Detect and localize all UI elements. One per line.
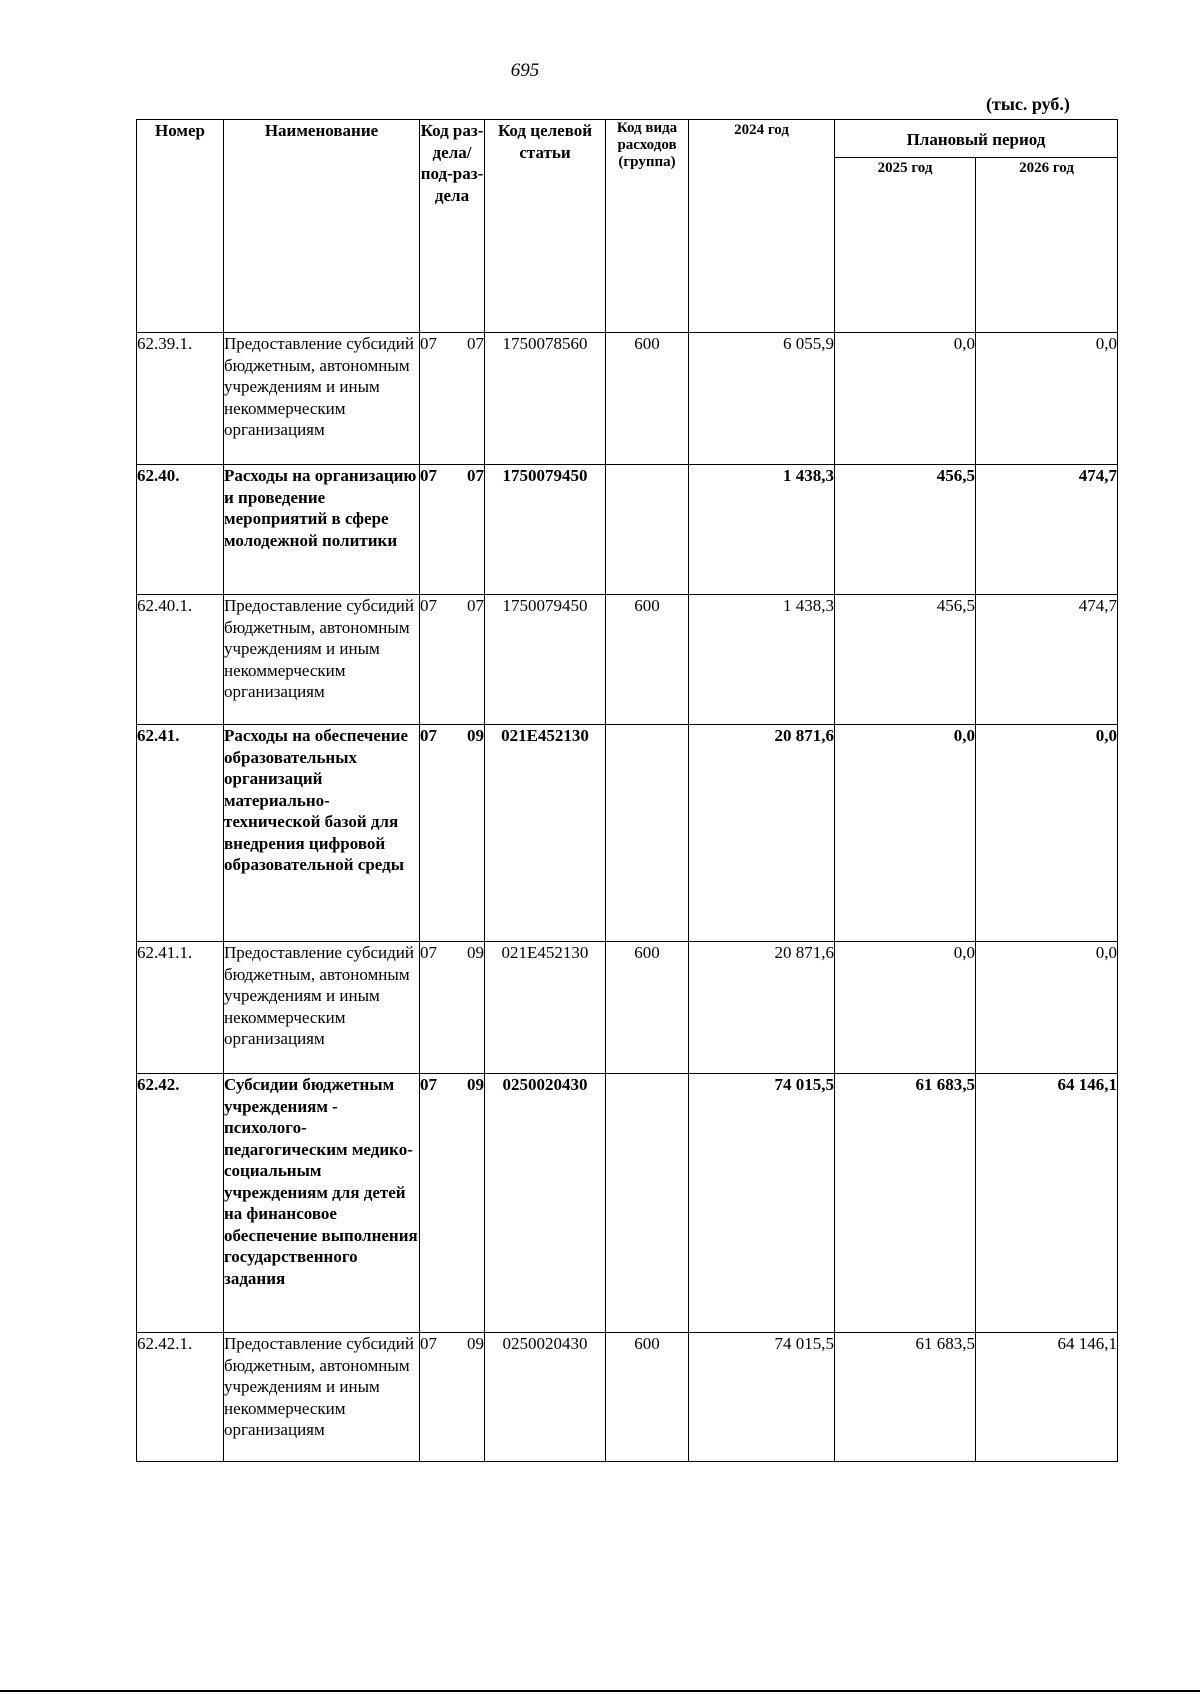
page-number: 695 [510,60,540,81]
table-row [137,725,1118,942]
row-value-2026: 474,7 [976,465,1118,595]
row-number: 62.40.1. [137,595,224,725]
row-name: Предоставление субсидий бюджетным, автономным учреждениям и иным некоммерческим организациям [224,1333,420,1462]
row-subsection: 09 [467,943,484,962]
header-year-2025: 2025 год [835,158,976,333]
row-expense-group: 600 [606,1333,689,1462]
units-label: (тыс. руб.) [986,94,1070,114]
header-expense-type: Код вида расходов (группа) [606,120,689,333]
row-target-code: 0250020430 [485,1074,606,1333]
row-subsection: 07 [467,466,484,485]
row-target-code: 021E452130 [485,942,606,1074]
row-subsection: 09 [467,726,484,745]
row-section-code [420,725,485,942]
row-value-2024: 74 015,5 [689,1333,835,1462]
row-expense-group: 600 [606,942,689,1074]
row-value-2024: 74 015,5 [689,1074,835,1333]
row-section-code [420,465,485,595]
row-value-2024: 20 871,6 [689,942,835,1074]
row-target-code: 1750079450 [485,595,606,725]
row-subsection: 09 [467,1075,484,1094]
row-number: 62.42.1. [137,1333,224,1462]
budget-table [136,119,1118,1462]
row-name: Субсидии бюджетным учреждениям - психолого-педагогическим медико-социальным учреждениям для детей на финансовое обеспечение выполнения государственного задания [224,1074,420,1333]
row-number: 62.40. [137,465,224,595]
row-section: 07 [420,466,437,485]
row-section-code [420,942,485,1074]
row-section: 07 [420,1075,437,1094]
row-name: Предоставление субсидий бюджетным, автономным учреждениям и иным некоммерческим организациям [224,595,420,725]
table-row [137,1333,1118,1462]
row-name: Расходы на организацию и проведение мероприятий в сфере молодежной политики [224,465,420,595]
table-row [137,465,1118,595]
header-name: Наименование [224,120,420,333]
row-section: 07 [420,726,437,745]
row-number: 62.42. [137,1074,224,1333]
row-value-2024: 20 871,6 [689,725,835,942]
row-value-2026: 64 146,1 [976,1074,1118,1333]
row-value-2026: 0,0 [976,333,1118,465]
row-value-2024: 1 438,3 [689,595,835,725]
header-section-code: Код раз-дела/ под-раз-дела [420,120,485,333]
row-section-code [420,333,485,465]
row-expense-group [606,465,689,595]
header-number: Номер [137,120,224,333]
row-number: 62.41.1. [137,942,224,1074]
row-section-code [420,1333,485,1462]
header-target-code: Код целевой статьи [485,120,606,333]
table-row [137,1074,1118,1333]
row-value-2025: 456,5 [835,595,976,725]
row-section: 07 [420,596,437,615]
row-value-2024: 6 055,9 [689,333,835,465]
row-value-2025: 0,0 [835,942,976,1074]
row-name: Предоставление субсидий бюджетным, автономным учреждениям и иным некоммерческим организациям [224,333,420,465]
row-value-2025: 0,0 [835,725,976,942]
row-number: 62.39.1. [137,333,224,465]
row-section: 07 [420,334,437,353]
row-name: Предоставление субсидий бюджетным, автономным учреждениям и иным некоммерческим организациям [224,942,420,1074]
row-section-code [420,1074,485,1333]
header-year-2026: 2026 год [976,158,1118,333]
row-value-2026: 474,7 [976,595,1118,725]
row-expense-group: 600 [606,595,689,725]
row-section: 07 [420,1334,437,1353]
page-bottom-edge [0,1690,1200,1692]
row-subsection: 07 [467,596,484,615]
row-target-code: 0250020430 [485,1333,606,1462]
row-section: 07 [420,943,437,962]
table-row [137,942,1118,1074]
row-name: Расходы на обеспечение образовательных организаций материально-технической базой для внедрения цифровой образовательной среды [224,725,420,942]
row-value-2025: 61 683,5 [835,1074,976,1333]
row-number: 62.41. [137,725,224,942]
row-target-code: 1750079450 [485,465,606,595]
row-value-2026: 64 146,1 [976,1333,1118,1462]
row-subsection: 07 [467,334,484,353]
table-row [137,595,1118,725]
row-target-code: 021E452130 [485,725,606,942]
row-expense-group [606,725,689,942]
row-value-2026: 0,0 [976,725,1118,942]
header-row-1 [137,120,1118,158]
row-target-code: 1750078560 [485,333,606,465]
row-value-2024: 1 438,3 [689,465,835,595]
row-value-2025: 0,0 [835,333,976,465]
row-expense-group: 600 [606,333,689,465]
row-section-code [420,595,485,725]
row-expense-group [606,1074,689,1333]
row-value-2025: 456,5 [835,465,976,595]
header-year-2024: 2024 год [689,120,835,333]
row-value-2025: 61 683,5 [835,1333,976,1462]
row-value-2026: 0,0 [976,942,1118,1074]
header-planned-period: Плановый период [835,120,1118,158]
row-subsection: 09 [467,1334,484,1353]
table-row [137,333,1118,465]
